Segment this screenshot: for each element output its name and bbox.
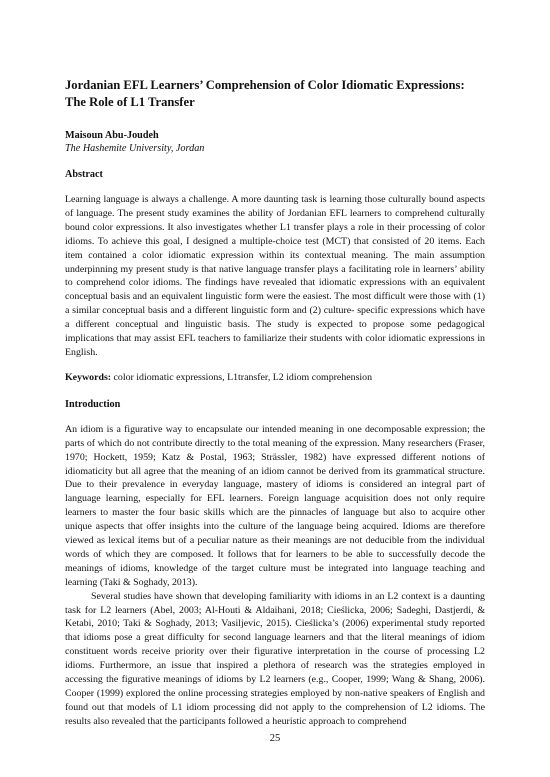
keywords-line (65, 371, 485, 385)
keywords-text: color idiomatic expressions, L1transfer, L2 idiom comprehension (111, 371, 373, 383)
article-title: Jordanian EFL Learners’ Comprehension of Color Idiomatic Expressions: The Role of L1 Transfer (65, 78, 465, 109)
page-number: 25 (269, 733, 281, 744)
keywords-label: Keywords: (65, 371, 112, 383)
article-content (65, 77, 485, 729)
intro-paragraph: An idiom is a figurative way to encapsulate our intended meaning in one decomposable expression; the parts of which do not contribute directly to the total meaning of the expression. Many researchers (Fraser, 1970; Hockett, 1959; Katz & Postal, 1963; Strässler, 1982) have expressed different notions of idiomaticity but all agree that the meaning of an idiom cannot be derived from its grammatical structure. Due to their prevalence in everyday language, mastery of idioms is considered an integral part of language learning, especially for EFL learners. Foreign language acquisition does not only require learners to master the four basic skills which are the pinnacles of language but also to acquire other unique aspects that offer insights into the culture of the language being acquired. Idioms are therefore viewed as lexical items but of a peculiar nature as their meanings are not deducible from the individual words of which they are composed. It follows that for learners to be able to successfully decode the meanings of idioms, knowledge of the target culture must be integrated into language teaching and learning (Taki & Soghady, 2013). (65, 423, 485, 588)
author-name: Maisoun Abu-Joudeh (65, 130, 159, 141)
introduction-heading: Introduction (65, 398, 121, 410)
intro-paragraph: Several studies have shown that developing familiarity with idioms in an L2 context is a daunting task for L2 learners (Abel, 2003; Al-Houti & Aldaihani, 2018; Cieślicka, 2006; Sadeghi, Dastjerdi, & Ketabi, 2010; Taki & Soghady, 2013; Vasiljevic, 2015). Cieślicka’s (2006) experimental study reported that idioms pose a great difficulty for second language learners and that the literal meanings of idiom constituent words receive priority over their figurative interpretation in the course of processing L2 idioms. Furthermore, an issue that inspired a plethora of research was the strategies employed in accessing the figurative meanings of idioms by L2 learners (e.g., Cooper, 1999; Wang & Shang, 2006). Cooper (1999) explored the online processing strategies employed by non-native speakers of English and found out that models of L1 idiom processing did not apply to the comprehension of L2 idioms. The results also revealed that the participants followed a heuristic approach to comprehend (65, 590, 485, 727)
abstract-heading: Abstract (65, 169, 103, 180)
abstract-text: Learning language is always a challenge. A more daunting task is learning those culturally bound aspects of language. The present study examines the ability of Jordanian EFL learners to comprehend culturally bound color expressions. It also investigates whether L1 transfer plays a role in their processing of color idioms. To achieve this goal, I designed a multiple-choice test (MCT) that consisted of 20 items. Each item contained a color idiomatic expression within its contextual meaning. The main assumption underpinning my present study is that native language transfer plays a facilitating role in learners’ ability to comprehend color idioms. The findings have revealed that idiomatic expressions with an equivalent conceptual basis and an equivalent linguistic form were the easiest. The most difficult were those with (1) a similar conceptual basis and a different linguistic form and (2) culture- specific expressions which have a different conceptual and linguistic basis. The study is expected to propose some pedagogical implications that may assist EFL teachers to familiarize their students with color idiomatic expressions in English. (65, 194, 485, 358)
author-affiliation: The Hashemite University, Jordan (65, 143, 205, 154)
